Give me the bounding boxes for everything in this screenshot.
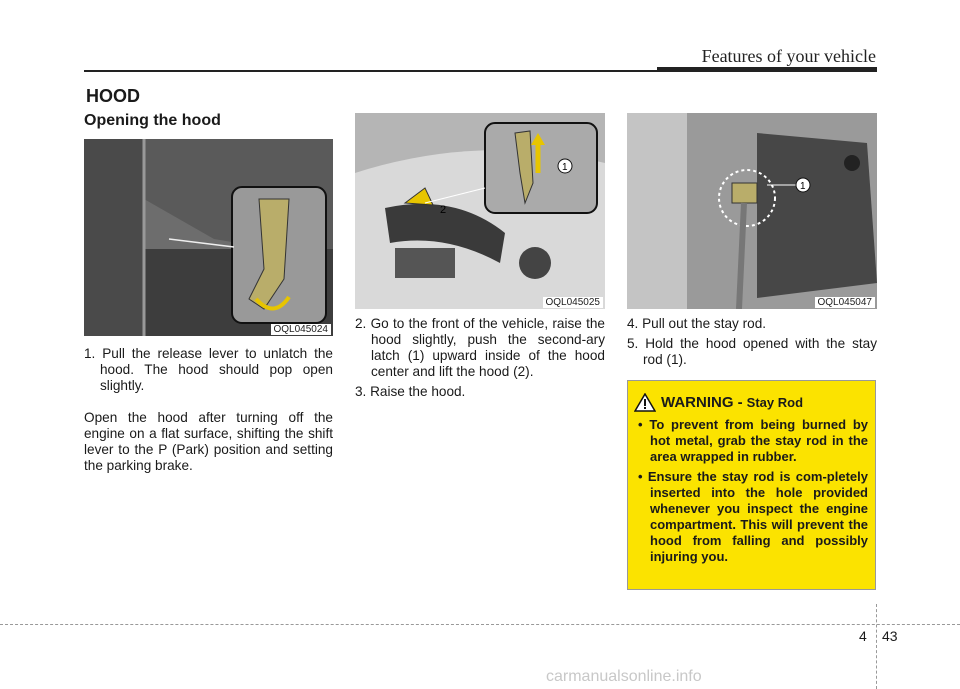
warning-subtitle: Stay Rod	[746, 395, 804, 410]
step-1: 1. Pull the release lever to unlatch the hood. The hood should pop open slightly.	[84, 346, 333, 393]
section-title: HOOD	[86, 86, 140, 106]
column-3-text	[627, 316, 877, 368]
figure-label: OQL045024	[271, 324, 332, 335]
step-2: 2. Go to the front of the vehicle, raise the hood slightly, push the second-ary latch (1) upward inside of the hood center and lift the hood (2).	[355, 316, 605, 379]
footer-page-number: 43	[882, 628, 898, 644]
footer-section-number: 4	[859, 628, 867, 644]
intro-paragraph: Open the hood after turning off the engine on a flat surface, shifting the shift lever to the P (Park) position and setting the parking brake.	[84, 410, 333, 473]
warning-list	[638, 417, 868, 569]
figure-stay-rod	[627, 113, 877, 309]
figure-label: OQL045047	[815, 297, 876, 308]
figure-label: OQL045025	[543, 297, 604, 308]
step-4: 4. Pull out the stay rod.	[627, 316, 767, 331]
step-5: 5. Hold the hood opened with the stay rod (1).	[627, 336, 877, 367]
step-3: 3. Raise the hood.	[355, 384, 466, 399]
figure-release-lever	[84, 139, 333, 336]
column-1-text	[84, 346, 333, 474]
warning-box	[627, 380, 876, 590]
header-title: Features of your vehicle	[701, 46, 876, 66]
warning-item: • Ensure the stay rod is com-pletely inserted into the hole provided whenever you inspect the engine compartment. This will prevent the hood from falling and possibly injuring you.	[638, 469, 868, 564]
warning-item: • To prevent from being burned by hot metal, grab the stay rod in the area wrapped in rubber.	[638, 417, 868, 464]
footer-divider	[876, 604, 877, 689]
watermark: carmanualsonline.info	[546, 668, 702, 685]
callout-1: 1	[800, 181, 806, 192]
warning-title: WARNING -	[661, 394, 743, 411]
warning-triangle-icon	[634, 393, 656, 412]
release-lever-illustration	[84, 139, 333, 336]
callout-2: 2	[440, 204, 447, 216]
header-rule-accent	[657, 67, 877, 72]
figure-secondary-latch	[355, 113, 605, 309]
subheading: Opening the hood	[84, 112, 221, 129]
warning-heading	[634, 393, 803, 412]
footer-rule	[0, 624, 960, 625]
stay-rod-illustration	[627, 113, 877, 309]
callout-1: 1	[562, 162, 568, 173]
secondary-latch-illustration	[355, 113, 605, 309]
column-2-text	[355, 316, 605, 400]
